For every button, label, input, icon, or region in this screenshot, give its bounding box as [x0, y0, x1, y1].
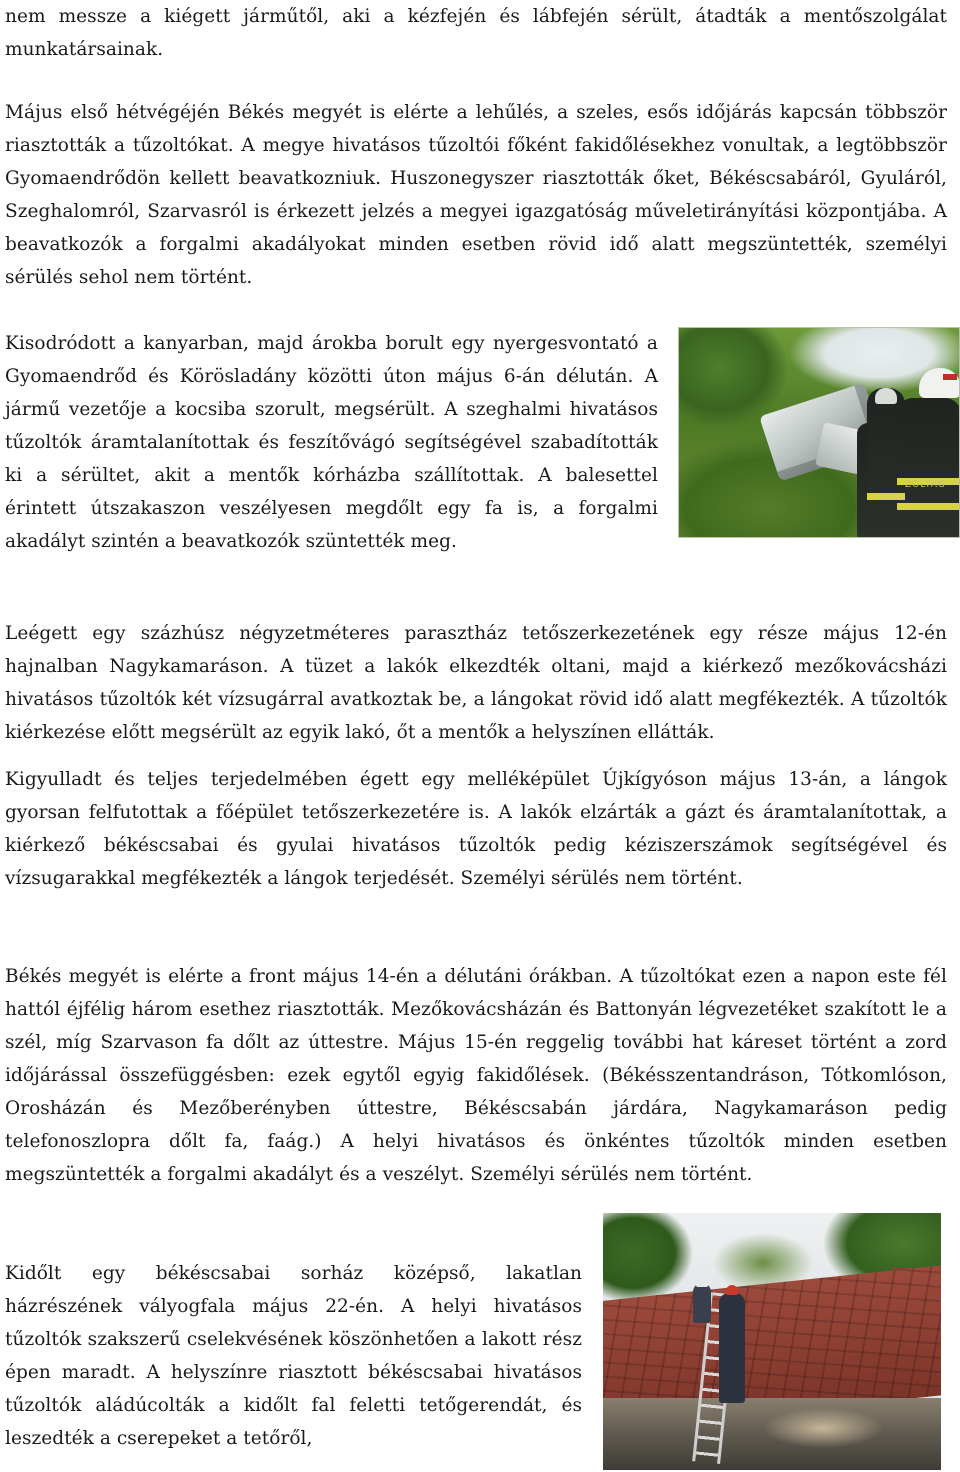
uniform-label: ZOLTÁG — [905, 480, 946, 490]
helmet-shape — [875, 388, 897, 404]
roof-damage-photo — [603, 1213, 941, 1470]
helmet-shape — [696, 1277, 708, 1287]
firefighter-figure — [719, 1293, 745, 1403]
paragraph-wall-collapse: Kidőlt egy békéscsabai sorház középső, lakatlan házrészének vályogfala május 22-én. A helyi hivatásos tűzoltók szakszerű cselekvésének köszönhetően a lakott rész épen maradt. A helyszínre riasztott békéscsabai hivatásos tűzoltók aládúcolták a kidőlt fal feletti tetőgerendát, és leszedték a cserepeket a tetőről, — [5, 1263, 582, 1449]
paragraph-house-fire: Leégett egy százhúsz négyzetméteres parasztház tetőszerkezetének egy része május 12-én hajnalban Nagykamaráson. A tüzet a lakók elkezdték oltani, majd a kiérkező mezőkovácsházi hivatásos tűzoltók két vízsugárral avatkoztak be, a lángokat rövid idő alatt megfékezték. A tűzoltók kiérkezése előtt megsérült az egyik lakó, őt a mentők a helyszínen ellátták. — [5, 623, 947, 743]
firefighter-figure — [897, 398, 960, 538]
paragraph-outbuilding-fire: Kigyulladt és teljes terjedelmében égett egy melléképület Újkígyóson május 13-án, a lángok gyorsan felfutottak a főépület tetőszerkezetére is. A lakók elzárták a gázt és áramtalanítottak, a kiérkező békéscsabai és gyulai hivatásos tűzoltók pedig kéziszerszámok segítségével és vízsugarakkal megfékezték a lángok terjedését. Személyi sérülés nem történt. — [5, 769, 947, 889]
paragraph-weather-may: Május első hétvégéjén Békés megyét is elérte a lehűlés, a szeles, esős időjárás kapcsán többször riasztották a tűzoltókat. A megye hivatásos tűzoltói főként fakidőlésekhez vonultak, a legtöbbször Gyomaendrődön kellett beavatkozniuk. Huszonegyszer riasztották őket, Békéscsabáról, Gyuláról, Szeghalomról, Szarvasról is érkezett jelzés a megyei igazgatóság műveletirányítási központjába. A beavatkozók a forgalmi akadályokat minden esetben rövid idő alatt megszüntették, személyi sérülés sehol nem történt. — [5, 102, 947, 288]
helmet-shape — [726, 1285, 738, 1295]
firefighter-figure — [693, 1283, 711, 1323]
paragraph-continuation: nem messze a kiégett járműtől, aki a kézfején és lábfején sérült, átadták a mentőszolgálat munkatársainak. — [5, 6, 947, 60]
reflective-stripe — [867, 493, 905, 500]
house-wall-shape — [603, 1398, 941, 1470]
paragraph-truck-accident: Kisodródott a kanyarban, majd árokba borult egy nyergesvontató a Gyomaendrőd és Körösladány közötti úton május 6-án délután. A jármű vezetője a kocsiba szorult, megsérült. A szeghalmi hivatásos tűzoltók áramtalanítottak és feszítővágó segítségével szabadították ki a sérültet, akit a mentők kórházba szállítottak. A balesettel érintett útszakaszon veszélyesen megdőlt egy fa is, a forgalmi akadályt szintén a beavatkozók szüntették meg. — [5, 333, 658, 552]
helmet-marking — [943, 374, 957, 380]
reflective-stripe — [897, 503, 960, 510]
paragraph-storm-front: Békés megyét is elérte a front május 14-én a délutáni órákban. A tűzoltókat ezen a napon este fél hattól éjfélig három esethez riasztották. Mezőkovácsházán és Battonyán légvezetéket szakított le a szél, míg Szarvason fa dőlt az úttestre. Május 15-én reggelig további hat káreset történt a zord időjárással összefüggésben: ezek egytől egyig fakidőlések. (Békésszentandráson, Tótkomlóson, Orosházán és Mezőberényben úttestre, Békéscsabán járdára, Nagykamaráson pedig telefonoszlopra dőlt fa, faág.) A helyi hivatásos és önkéntes tűzoltók minden esetben megszüntették a forgalmi akadályt és a veszélyt. Személyi sérülés nem történt. — [5, 966, 947, 1185]
helmet-shape — [919, 368, 960, 398]
truck-accident-photo — [678, 327, 960, 538]
